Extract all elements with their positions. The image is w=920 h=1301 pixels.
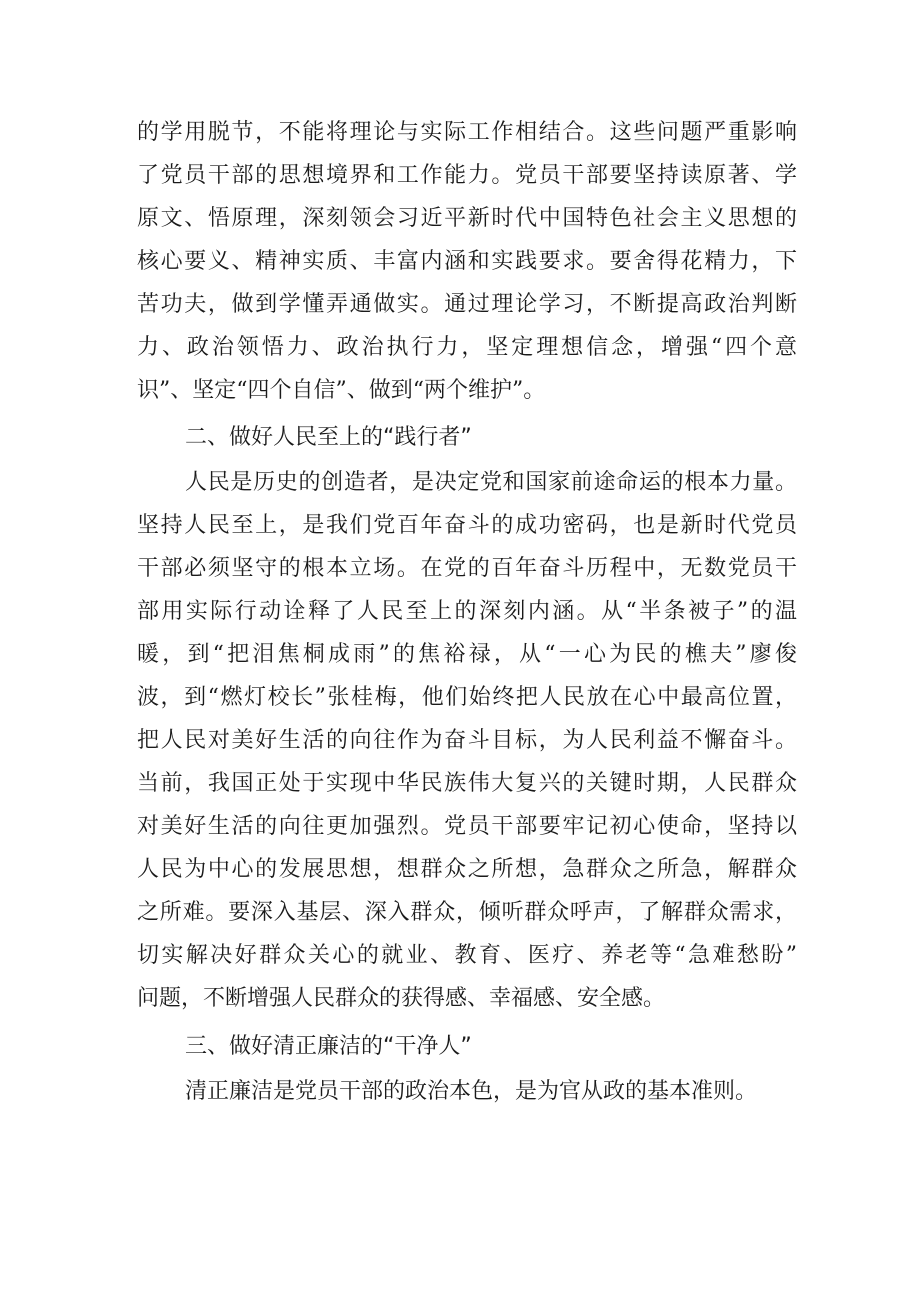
- text-line: 之所难。要深入基层、深入群众，倾听群众呼声，了解群众需求，: [137, 900, 797, 925]
- text-line: 的学用脱节，不能将理论与实际工作相结合。这些问题严重影响: [137, 120, 797, 145]
- text-line: 当前，我国正处于实现中华民族伟大复兴的关键时期，人民群众: [137, 771, 797, 796]
- text-line: 苦功夫，做到学懂弄通做实。通过理论学习，不断提高政治判断: [137, 292, 797, 317]
- text-line: 坚持人民至上，是我们党百年奋斗的成功密码，也是新时代党员: [137, 513, 797, 538]
- text-line: 识”、坚定“四个自信”、做到“两个维护”。: [137, 378, 546, 403]
- text-line: 了党员干部的思想境界和工作能力。党员干部要坚持读原著、学: [137, 163, 797, 188]
- text-line: 干部必须坚守的根本立场。在党的百年奋斗历程中，无数党员干: [137, 556, 797, 581]
- text-line: 力、政治领悟力、政治执行力，坚定理想信念，增强“四个意: [137, 335, 797, 360]
- text-line: 人民为中心的发展思想，想群众之所想，急群众之所急，解群众: [137, 857, 797, 882]
- text-line: 核心要义、精神实质、丰富内涵和实践要求。要舍得花精力，下: [137, 249, 797, 274]
- text-line: 部用实际行动诠释了人民至上的深刻内涵。从“半条被子”的温: [137, 599, 797, 624]
- text-line: 原文、悟原理，深刻领会习近平新时代中国特色社会主义思想的: [137, 206, 797, 231]
- section-heading-3: 三、做好清正廉洁的“干净人”: [185, 1034, 472, 1059]
- text-line: 问题，不断增强人民群众的获得感、幸福感、安全感。: [137, 986, 666, 1011]
- text-line: 把人民对美好生活的向往作为奋斗目标，为人民利益不懈奋斗。: [137, 728, 797, 753]
- section-heading-2: 二、做好人民至上的“践行者”: [185, 425, 472, 450]
- text-line: 清正廉洁是党员干部的政治本色，是为官从政的基本准则。: [185, 1079, 758, 1104]
- text-line: 波，到“燃灯校长”张桂梅，他们始终把人民放在心中最高位置，: [137, 685, 797, 710]
- text-line: 对美好生活的向往更加强烈。党员干部要牢记初心使命，坚持以: [137, 814, 797, 839]
- text-line: 切实解决好群众关心的就业、教育、医疗、养老等“急难愁盼”: [137, 943, 797, 968]
- text-line: 人民是历史的创造者，是决定党和国家前途命运的根本力量。: [185, 470, 797, 495]
- text-line: 暖，到“把泪焦桐成雨”的焦裕禄，从“一心为民的樵夫”廖俊: [137, 642, 797, 667]
